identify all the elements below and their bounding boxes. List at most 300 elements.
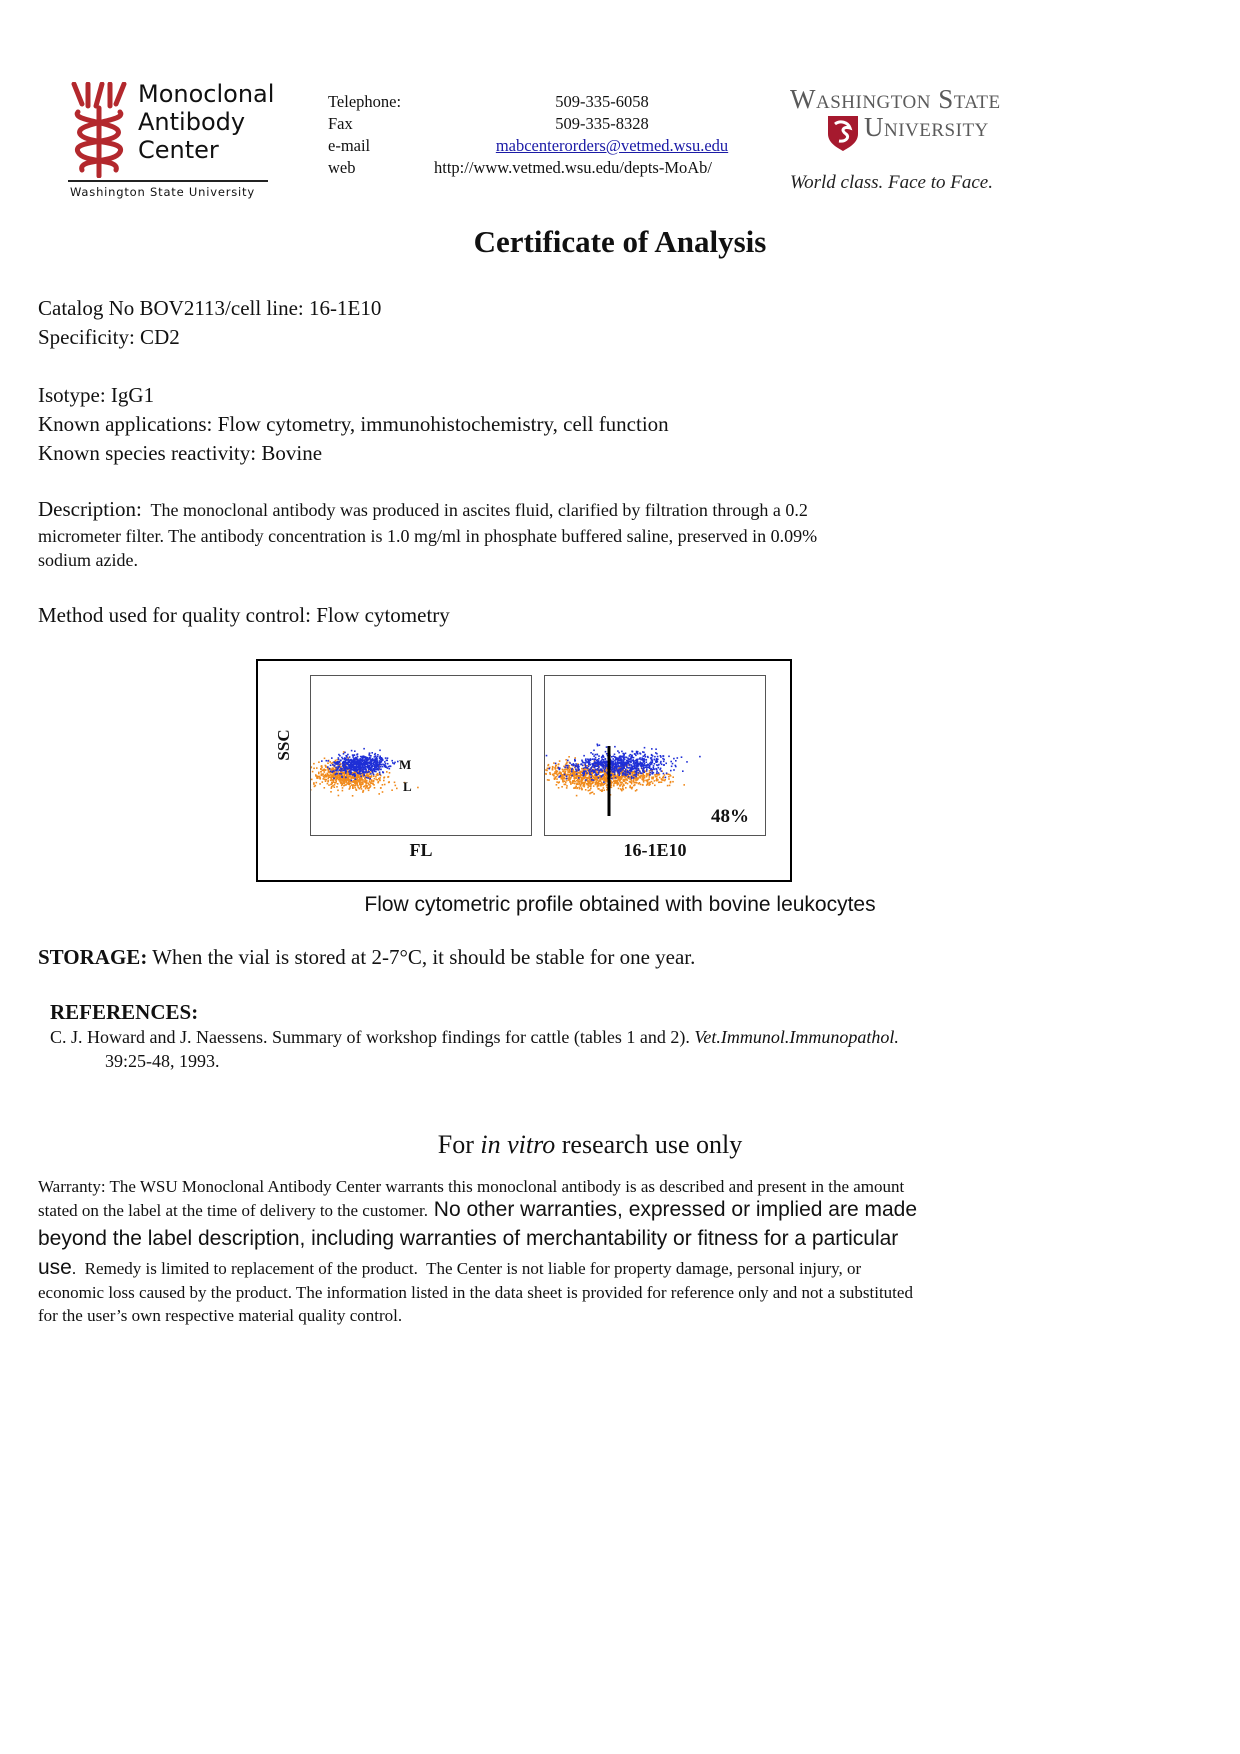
scatter-point <box>623 755 625 757</box>
scatter-point <box>356 774 358 776</box>
scatter-point <box>617 758 619 760</box>
scatter-point <box>585 775 587 777</box>
scatter-point <box>602 761 604 763</box>
scatter-point <box>370 755 372 757</box>
scatter-point <box>340 782 342 784</box>
scatter-point <box>613 756 615 758</box>
scatter-point <box>590 758 592 760</box>
scatter-point <box>614 754 616 756</box>
scatter-point <box>371 767 373 769</box>
scatter-point <box>321 767 323 769</box>
scatter-point <box>605 767 607 769</box>
scatter-point <box>663 759 665 761</box>
scatter-point <box>627 774 629 776</box>
scatter-point <box>585 762 587 764</box>
scatter-point <box>668 778 670 780</box>
scatter-point <box>584 783 586 785</box>
scatter-point <box>372 771 374 773</box>
scatter-point <box>640 759 642 761</box>
scatter-point <box>613 763 615 765</box>
scatter-point <box>325 776 327 778</box>
scatter-point <box>377 754 379 756</box>
scatter-point <box>586 783 588 785</box>
scatter-point <box>357 756 359 758</box>
scatter-point <box>378 793 380 795</box>
scatter-point <box>660 756 662 758</box>
scatter-point <box>343 785 345 787</box>
scatter-point <box>378 764 380 766</box>
scatter-point <box>382 771 384 773</box>
scatter-point <box>559 769 561 771</box>
scatter-point <box>324 769 326 771</box>
scatter-point <box>568 767 570 769</box>
scatter-point <box>349 786 351 788</box>
scatter-point <box>603 764 605 766</box>
scatter-point <box>564 774 566 776</box>
scatter-point <box>382 766 384 768</box>
scatter-point <box>590 769 592 771</box>
scatter-point <box>611 778 613 780</box>
scatter-point <box>593 755 595 757</box>
scatter-point <box>650 772 652 774</box>
warranty-line-6: for the user’s own respective material quality control. <box>38 1306 403 1325</box>
scatter-point <box>631 757 633 759</box>
scatter-point <box>611 787 613 789</box>
scatter-point <box>581 774 583 776</box>
scatter-point <box>367 767 369 769</box>
scatter-point <box>342 780 344 782</box>
scatter-point <box>340 778 342 780</box>
scatter-point <box>640 784 642 786</box>
scatter-point <box>392 762 394 764</box>
scatter-point <box>585 789 587 791</box>
scatter-point <box>618 752 620 754</box>
scatter-point <box>385 763 387 765</box>
scatter-point <box>601 769 603 771</box>
flow-cytometry-figure <box>256 659 792 882</box>
scatter-point <box>352 795 354 797</box>
scatter-point <box>354 775 356 777</box>
scatter-point <box>616 770 618 772</box>
scatter-point <box>558 773 560 775</box>
mac-word-2: Antibody <box>138 108 246 136</box>
scatter-point <box>327 783 329 785</box>
scatter-point <box>624 779 626 781</box>
scatter-point <box>396 788 398 790</box>
scatter-point <box>343 762 345 764</box>
scatter-point <box>339 776 341 778</box>
scatter-point <box>644 763 646 765</box>
scatter-point <box>384 764 386 766</box>
scatter-point <box>572 780 574 782</box>
scatter-point <box>615 777 617 779</box>
scatter-point <box>630 766 632 768</box>
scatter-point <box>588 790 590 792</box>
scatter-point <box>331 787 333 789</box>
scatter-point <box>371 780 373 782</box>
scatter-point <box>613 778 615 780</box>
scatter-point <box>581 789 583 791</box>
wsu-logo-line1: Washington State <box>790 84 1001 114</box>
scatter-point <box>327 769 329 771</box>
scatter-point <box>371 769 373 771</box>
scatter-point <box>562 770 564 772</box>
scatter-point <box>363 771 365 773</box>
scatter-point <box>347 763 349 765</box>
scatter-point <box>384 776 386 778</box>
scatter-point <box>341 773 343 775</box>
references-heading: REFERENCES: <box>50 1000 199 1024</box>
scatter-point <box>380 769 382 771</box>
scatter-point <box>365 764 367 766</box>
caduceus-icon <box>68 82 130 178</box>
scatter-point <box>545 773 547 775</box>
scatter-point <box>365 757 367 759</box>
scatter-point <box>654 774 656 776</box>
scatter-point <box>589 785 591 787</box>
scatter-point <box>645 765 647 767</box>
scatter-point <box>558 767 560 769</box>
scatter-point <box>629 785 631 787</box>
scatter-point <box>645 756 647 758</box>
scatter-point <box>417 787 419 789</box>
scatter-point <box>550 773 552 775</box>
scatter-point <box>338 771 340 773</box>
reference-entry <box>50 1027 899 1048</box>
scatter-point <box>569 781 571 783</box>
scatter-point <box>642 776 644 778</box>
scatter-point <box>636 765 638 767</box>
scatter-point <box>642 764 644 766</box>
scatter-point <box>658 782 660 784</box>
scatter-point <box>606 787 608 789</box>
scatter-point <box>672 763 674 765</box>
scatter-point <box>668 756 670 758</box>
scatter-point <box>339 773 341 775</box>
scatter-point <box>589 789 591 791</box>
telephone-value: 509-335-6058 <box>555 92 649 111</box>
scatter-point <box>340 759 342 761</box>
scatter-point <box>665 777 667 779</box>
scatter-point <box>565 759 567 761</box>
telephone-label: Telephone: <box>328 92 402 111</box>
scatter-point <box>663 761 665 763</box>
scatter-point <box>355 766 357 768</box>
scatter-point <box>605 760 607 762</box>
scatter-point <box>355 783 357 785</box>
scatter-point <box>351 750 353 752</box>
scatter-point <box>584 777 586 779</box>
scatter-point <box>590 752 592 754</box>
scatter-point <box>349 759 351 761</box>
scatter-point <box>629 787 631 789</box>
scatter-point <box>378 762 380 764</box>
scatter-point <box>654 763 656 765</box>
scatter-point <box>388 766 390 768</box>
scatter-point <box>635 755 637 757</box>
scatter-point <box>587 768 589 770</box>
scatter-point <box>342 787 344 789</box>
scatter-point <box>586 777 588 779</box>
scatter-point <box>330 765 332 767</box>
scatter-point <box>391 789 393 791</box>
scatter-point <box>578 777 580 779</box>
scatter-point <box>646 776 648 778</box>
scatter-point <box>555 768 557 770</box>
scatter-point <box>368 773 370 775</box>
scatter-point <box>612 769 614 771</box>
scatter-point <box>583 755 585 757</box>
scatter-point <box>328 772 330 774</box>
scatter-point <box>658 772 660 774</box>
scatter-point <box>648 782 650 784</box>
scatter-point <box>354 760 356 762</box>
scatter-point <box>619 759 621 761</box>
scatter-point <box>642 770 644 772</box>
scatter-point <box>335 773 337 775</box>
scatter-point <box>311 789 312 791</box>
scatter-point <box>371 782 373 784</box>
scatter-point <box>628 776 630 778</box>
scatter-point <box>596 759 598 761</box>
description-line-1 <box>38 497 808 522</box>
scatter-point <box>325 780 327 782</box>
scatter-point <box>567 765 569 767</box>
scatter-point <box>640 765 642 767</box>
scatter-point <box>556 776 558 778</box>
scatter-point <box>649 763 651 765</box>
scatter-point <box>348 759 350 761</box>
scatter-point <box>370 764 372 766</box>
scatter-point <box>377 760 379 762</box>
scatter-point <box>368 759 370 761</box>
scatter-point <box>637 751 639 753</box>
scatter-point <box>345 782 347 784</box>
scatter-point <box>576 773 578 775</box>
scatter-point <box>600 778 602 780</box>
scatter-point <box>330 770 332 772</box>
scatter-point <box>615 770 617 772</box>
scatter-point <box>332 764 334 766</box>
scatter-point <box>653 768 655 770</box>
scatter-point <box>581 760 583 762</box>
scatter-point <box>631 755 633 757</box>
scatter-point <box>368 790 370 792</box>
scatter-point <box>353 777 355 779</box>
scatter-point <box>624 776 626 778</box>
scatter-point <box>604 779 606 781</box>
scatter-point <box>332 771 334 773</box>
scatter-point <box>331 769 333 771</box>
scatter-point <box>582 762 584 764</box>
scatter-point <box>346 780 348 782</box>
scatter-point <box>623 789 625 791</box>
scatter-point <box>373 774 375 776</box>
scatter-point <box>379 780 381 782</box>
warranty-line-4b: . Remedy is limited to replacement of the product. The Center is not liable for property damage, personal injury, or <box>71 1259 862 1278</box>
scatter-point <box>358 779 360 781</box>
scatter-point <box>365 772 367 774</box>
scatter-point <box>557 771 559 773</box>
scatter-point <box>646 769 648 771</box>
scatter-point <box>581 780 583 782</box>
scatter-point <box>591 779 593 781</box>
scatter-point <box>365 788 367 790</box>
scatter-point <box>345 755 347 757</box>
scatter-point <box>586 772 588 774</box>
scatter-point <box>651 781 653 783</box>
scatter-point <box>565 765 567 767</box>
scatter-point <box>594 765 596 767</box>
scatter-point <box>627 760 629 762</box>
scatter-point <box>600 780 602 782</box>
scatter-point <box>578 775 580 777</box>
scatter-point <box>604 773 606 775</box>
scatter-point <box>566 780 568 782</box>
scatter-point <box>600 790 602 792</box>
email-link[interactable]: mabcenterorders@vetmed.wsu.edu <box>495 136 729 155</box>
scatter-point <box>373 775 375 777</box>
scatter-point <box>312 771 314 773</box>
species-line: Known species reactivity: Bovine <box>38 441 323 465</box>
scatter-point <box>663 755 665 757</box>
scatter-point <box>593 770 595 772</box>
scatter-point <box>593 776 595 778</box>
scatter-point <box>636 760 638 762</box>
scatter-point <box>613 761 615 763</box>
scatter-point <box>632 768 634 770</box>
scatter-point <box>390 766 392 768</box>
scatter-point <box>366 786 368 788</box>
scatter-point <box>631 783 633 785</box>
scatter-point <box>360 776 362 778</box>
scatter-point <box>561 778 563 780</box>
scatter-point <box>320 768 322 770</box>
scatter-point <box>603 789 605 791</box>
scatter-point <box>598 788 600 790</box>
scatter-point <box>337 790 339 792</box>
scatter-point <box>643 761 645 763</box>
reference-authors: C. J. Howard and J. Naessens. Summary of workshop findings for cattle (tables 1 and 2). <box>50 1027 695 1047</box>
scatter-point <box>567 767 569 769</box>
scatter-point <box>375 753 377 755</box>
scatter-point <box>331 782 333 784</box>
scatter-point <box>323 770 325 772</box>
scatter-point <box>597 785 599 787</box>
scatter-point <box>379 774 381 776</box>
scatter-point <box>644 754 646 756</box>
scatter-point <box>574 771 576 773</box>
scatter-point <box>656 772 658 774</box>
scatter-point <box>625 787 627 789</box>
scatter-point <box>335 782 337 784</box>
scatter-point <box>367 771 369 773</box>
scatter-point <box>634 768 636 770</box>
scatter-point <box>380 787 382 789</box>
scatter-point <box>615 761 617 763</box>
scatter-point <box>670 770 672 772</box>
scatter-point <box>335 767 337 769</box>
scatter-point <box>346 775 348 777</box>
scatter-point <box>576 770 578 772</box>
scatter-point <box>614 774 616 776</box>
research-use-italic: in vitro <box>480 1130 556 1159</box>
scatter-point <box>380 759 382 761</box>
scatter-point <box>329 761 331 763</box>
scatter-point <box>329 775 331 777</box>
scatter-point <box>622 763 624 765</box>
scatter-point <box>365 769 367 771</box>
page-title: Certificate of Analysis <box>473 224 767 259</box>
scatter-point <box>597 768 599 770</box>
scatter-point <box>565 774 567 776</box>
scatter-point <box>570 783 572 785</box>
scatter-point <box>588 760 590 762</box>
scatter-point <box>575 785 577 787</box>
scatter-point <box>614 756 616 758</box>
scatter-point <box>360 760 362 762</box>
scatter-point <box>620 770 622 772</box>
x-axis-label-antibody: 16-1E10 <box>623 840 687 860</box>
scatter-point <box>626 757 628 759</box>
scatter-point <box>646 761 648 763</box>
scatter-point <box>639 782 641 784</box>
scatter-point <box>359 782 361 784</box>
scatter-point <box>327 778 329 780</box>
scatter-point <box>646 767 648 769</box>
scatter-point <box>573 764 575 766</box>
scatter-point <box>327 762 329 764</box>
isotype-line: Isotype: IgG1 <box>38 383 155 407</box>
scatter-point <box>662 777 664 779</box>
scatter-point <box>346 767 348 769</box>
web-link[interactable]: http://www.vetmed.wsu.edu/depts-MoAb/ <box>433 158 713 177</box>
scatter-point <box>635 782 637 784</box>
scatter-point <box>589 762 591 764</box>
scatter-point <box>565 771 567 773</box>
scatter-point <box>606 746 608 748</box>
scatter-point <box>552 768 554 770</box>
scatter-point <box>631 773 633 775</box>
scatter-point <box>601 775 603 777</box>
scatter-point <box>354 750 356 752</box>
scatter-point <box>581 763 583 765</box>
scatter-point <box>560 774 562 776</box>
scatter-point <box>327 781 329 783</box>
scatter-point <box>660 768 662 770</box>
scatter-point <box>620 763 622 765</box>
scatter-point <box>619 766 621 768</box>
scatter-point <box>313 783 315 785</box>
scatter-point <box>670 775 672 777</box>
scatter-point <box>611 762 613 764</box>
scatter-point <box>625 782 627 784</box>
scatter-point <box>575 763 577 765</box>
scatter-point <box>360 767 362 769</box>
scatter-point <box>335 776 337 778</box>
scatter-point <box>349 787 351 789</box>
scatter-point <box>589 781 591 783</box>
scatter-point <box>641 773 643 775</box>
scatter-point <box>652 778 654 780</box>
reference-citation: 39:25-48, 1993. <box>105 1051 220 1071</box>
scatter-point <box>554 773 556 775</box>
scatter-point <box>555 766 557 768</box>
scatter-point <box>369 778 371 780</box>
scatter-point <box>562 780 564 782</box>
scatter-point <box>360 786 362 788</box>
scatter-point <box>557 774 559 776</box>
